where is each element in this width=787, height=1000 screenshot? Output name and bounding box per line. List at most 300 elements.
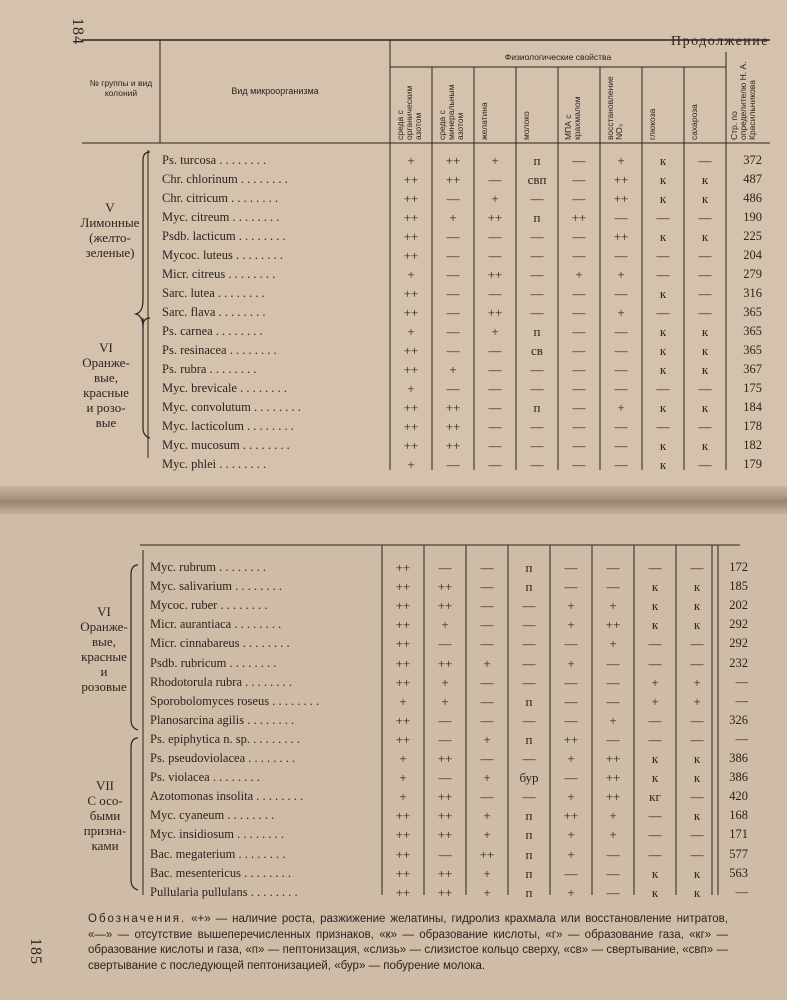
table-cell: п <box>533 153 541 168</box>
table-cell: — <box>690 789 704 805</box>
table-cell: — <box>488 229 502 244</box>
table-cell: — <box>530 438 544 453</box>
table-cell: ++ <box>437 884 453 900</box>
page-ref: 386 <box>729 751 748 765</box>
table-cell: — <box>480 693 494 709</box>
table-cell: — <box>698 305 712 320</box>
table-cell: — <box>648 846 662 862</box>
table-row <box>0 806 787 825</box>
table-cell: к <box>701 400 709 415</box>
table-cell: — <box>530 381 544 396</box>
header-col-6: глюкоза <box>647 108 657 140</box>
table-cell: — <box>572 381 586 396</box>
table-row <box>0 398 787 417</box>
page-ref: 190 <box>743 210 762 224</box>
table-row <box>0 303 787 322</box>
species-name: Sarc. flava . . . . . . . . <box>162 305 266 319</box>
table-cell: — <box>606 846 620 862</box>
page-ref: 225 <box>743 229 762 243</box>
table-row <box>0 749 787 768</box>
table-cell: к <box>659 286 667 301</box>
table-cell: — <box>648 560 662 575</box>
table-cell: — <box>572 172 586 187</box>
page-ref: 577 <box>729 846 748 861</box>
table-cell: ++ <box>613 229 629 244</box>
page-number-bottom: 185 <box>27 938 44 965</box>
leader-dots: . . . . . . . . <box>235 846 286 861</box>
table-cell: бур <box>519 770 539 786</box>
page-ref: 178 <box>743 419 762 433</box>
table-row <box>0 436 787 455</box>
table-cell: — <box>572 286 586 301</box>
table-cell: п <box>525 693 533 709</box>
page-ref: 204 <box>743 248 762 262</box>
table-cell: + <box>617 267 625 282</box>
table-cell: — <box>480 636 494 652</box>
table-cell: ++ <box>395 674 411 690</box>
table-cell: — <box>572 324 586 339</box>
table-cell: — <box>480 751 494 766</box>
table-cell: — <box>522 712 536 728</box>
table-cell: — <box>648 731 662 747</box>
table-cell: — <box>438 636 452 652</box>
species-name: Myc. convolutum . . . . . . . . <box>162 400 301 414</box>
table-cell: — <box>606 674 620 690</box>
table-cell: — <box>530 229 544 244</box>
table-cell: + <box>483 731 491 747</box>
table-cell: ++ <box>403 305 419 320</box>
table-cell: + <box>617 153 625 168</box>
table-cell: к <box>693 751 701 766</box>
table-cell: ++ <box>487 210 503 225</box>
table-cell: — <box>606 884 620 900</box>
table-cell: + <box>651 674 659 690</box>
leader-dots: . . . . . . . . <box>217 598 268 613</box>
table-cell: + <box>567 751 575 766</box>
table-row <box>0 615 787 634</box>
table-cell: ++ <box>445 419 461 434</box>
table-cell: + <box>483 808 491 824</box>
leader-dots: . . . . . . . . <box>209 770 260 785</box>
table-cell: к <box>659 457 667 472</box>
page-ref: 292 <box>729 636 748 651</box>
species-name: Myc. lacticolum . . . . . . . . <box>162 419 294 433</box>
leader-dots: . . . . . . . . <box>234 827 285 842</box>
table-cell: к <box>693 579 701 595</box>
species-name: Rhodotorula rubra . . . . . . . . <box>150 674 292 689</box>
table-cell: ++ <box>395 731 411 747</box>
table-cell: — <box>656 381 670 396</box>
table-cell: + <box>491 191 499 206</box>
species-name: Psdb. rubricum . . . . . . . . <box>150 655 277 670</box>
group-vi-bottom-label: VI Оранже- вые, красные и розовые <box>80 604 128 694</box>
table-cell: ++ <box>395 560 411 575</box>
leader-dots: . . . . . . . . <box>231 617 282 632</box>
table-row <box>0 208 787 227</box>
table-cell: — <box>606 731 620 747</box>
header-col-0: среда с органическим азотом <box>395 85 423 140</box>
table-cell: — <box>522 655 536 671</box>
leader-dots: . . . . . . . . <box>250 731 300 746</box>
table-cell: — <box>446 305 460 320</box>
species-name: Sporobolomyces roseus . . . . . . . . <box>150 693 320 708</box>
table-cell: п <box>525 808 533 824</box>
table-row <box>0 284 787 303</box>
table-row <box>0 845 787 864</box>
table-cell: к <box>693 770 701 786</box>
table-cell: + <box>609 827 617 843</box>
page-ref: 184 <box>743 400 762 414</box>
table-cell: — <box>488 362 502 377</box>
table-cell: — <box>690 712 704 728</box>
table-cell: — <box>530 267 544 282</box>
table-row <box>0 634 787 653</box>
table-cell: ++ <box>403 210 419 225</box>
table-cell: — <box>606 693 620 709</box>
table-cell: — <box>690 731 704 747</box>
table-cell: п <box>525 731 533 747</box>
table-cell: — <box>698 210 712 225</box>
table-cell: п <box>533 400 541 415</box>
leader-dots: . . . . . . . . <box>231 579 282 594</box>
table-cell: — <box>446 267 460 282</box>
table-cell: — <box>530 305 544 320</box>
table-cell: — <box>488 248 502 263</box>
page-ref: — <box>735 674 748 689</box>
table-row <box>0 768 787 787</box>
table-cell: ++ <box>605 751 621 766</box>
table-cell: — <box>614 248 628 263</box>
page-ref: — <box>735 731 748 746</box>
table-cell: к <box>651 770 659 786</box>
table-cell: — <box>522 674 536 690</box>
species-name: Azotomonas insolita . . . . . . . . <box>150 789 304 804</box>
table-row <box>0 455 787 474</box>
table-row <box>0 730 787 749</box>
table-row <box>0 246 787 265</box>
table-cell: — <box>690 846 704 862</box>
table-cell: п <box>525 865 533 881</box>
page-ref: 316 <box>743 286 762 300</box>
page-ref: 292 <box>729 617 748 632</box>
table-cell: — <box>488 172 502 187</box>
table-cell: — <box>606 579 620 595</box>
table-row <box>0 787 787 806</box>
legend-title: Обозначения. <box>88 913 187 925</box>
header-physiological: Физиологические свойства <box>504 52 612 62</box>
table-cell: — <box>698 248 712 263</box>
table-cell: к <box>701 229 709 244</box>
table-cell: ++ <box>613 172 629 187</box>
table-cell: ++ <box>445 400 461 415</box>
table-cell: ++ <box>403 438 419 453</box>
species-name: Chr. citricum . . . . . . . . <box>162 191 278 205</box>
species-name: Pullularia pullulans . . . . . . . . <box>150 884 298 899</box>
species-name: Micr. citreus . . . . . . . . <box>162 267 276 281</box>
header-col-1: среда с минеральным азотом <box>437 84 465 140</box>
table-cell: ++ <box>445 153 461 168</box>
table-cell: + <box>651 693 659 709</box>
table-cell: п <box>525 560 533 575</box>
table-cell: + <box>407 457 415 472</box>
header-col-3: молоко <box>521 111 531 140</box>
group-vii-label: VII С осо- быми призна- ками <box>83 778 127 853</box>
table-cell: — <box>480 579 494 595</box>
page-ref: 365 <box>743 324 762 338</box>
group-vi-top-label: VI Оранже- вые, красные и розо- вые <box>82 340 130 430</box>
table-cell: — <box>564 712 578 728</box>
table-cell: п <box>525 827 533 843</box>
species-name: Ps. rubra . . . . . . . . <box>162 362 257 376</box>
leader-dots: . . . . . . . . <box>215 305 266 319</box>
table-cell: — <box>564 693 578 709</box>
table-cell: + <box>567 846 575 862</box>
table-cell: ++ <box>395 655 411 671</box>
species-name: Myc. salivarium . . . . . . . . <box>150 579 282 594</box>
table-cell: — <box>446 457 460 472</box>
table-cell: — <box>530 191 544 206</box>
table-cell: — <box>530 286 544 301</box>
leader-dots: . . . . . . . . <box>250 400 301 414</box>
table-cell: — <box>480 712 494 728</box>
table-cell: п <box>533 210 541 225</box>
table-cell: — <box>488 457 502 472</box>
table-cell: — <box>438 560 452 575</box>
species-name: Ps. resinacea . . . . . . . . <box>162 343 277 357</box>
table-cell: к <box>659 153 667 168</box>
table-cell: — <box>648 808 662 824</box>
table-cell: ++ <box>605 789 621 805</box>
species-name: Ps. pseudoviolacea . . . . . . . . <box>150 751 296 765</box>
table-row <box>0 265 787 284</box>
leader-dots: . . . . . . . . <box>239 636 290 651</box>
table-cell: — <box>572 229 586 244</box>
table-cell: к <box>701 191 709 206</box>
table-cell: + <box>693 674 701 690</box>
table-cell: ++ <box>605 770 621 786</box>
table-cell: — <box>606 655 620 671</box>
table-cell: ++ <box>437 789 453 805</box>
table-cell: + <box>399 693 407 709</box>
table-cell: — <box>446 324 460 339</box>
leader-dots: . . . . . . . . <box>229 210 280 224</box>
table-cell: ++ <box>487 267 503 282</box>
table-cell: + <box>575 267 583 282</box>
table-cell: — <box>438 731 452 747</box>
species-name: Mycoc. ruber . . . . . . . . <box>150 598 268 613</box>
table-cell: — <box>572 438 586 453</box>
page-ref: 232 <box>729 655 748 670</box>
page-ref: 279 <box>743 267 762 281</box>
leader-dots: . . . . . . . . <box>235 229 286 243</box>
species-name: Psdb. lacticum . . . . . . . . <box>162 229 286 243</box>
table-cell: к <box>659 229 667 244</box>
table-cell: + <box>567 884 575 900</box>
table-cell: — <box>690 827 704 843</box>
table-cell: ++ <box>395 865 411 881</box>
table-cell: к <box>651 598 659 614</box>
table-cell: — <box>564 560 578 575</box>
leader-dots: . . . . . . . . <box>212 324 263 338</box>
page-ref: 563 <box>729 865 748 880</box>
table-cell: к <box>701 172 709 187</box>
table-row <box>0 577 787 596</box>
table-cell: + <box>617 305 625 320</box>
species-name: Myc. rubrum . . . . . . . . <box>150 560 266 574</box>
table-cell: к <box>701 438 709 453</box>
table-cell: ++ <box>437 655 453 671</box>
table-cell: — <box>614 438 628 453</box>
table-cell: — <box>572 457 586 472</box>
leader-dots: . . . . . . . . <box>253 789 304 804</box>
table-cell: — <box>698 153 712 168</box>
table-cell: + <box>567 827 575 843</box>
table-cell: — <box>488 286 502 301</box>
table-cell: — <box>522 789 536 805</box>
page-ref: 386 <box>729 770 748 785</box>
table-cell: — <box>572 191 586 206</box>
table-cell: + <box>399 770 407 786</box>
table-cell: — <box>564 579 578 595</box>
table-cell: — <box>522 617 536 633</box>
table-cell: — <box>530 457 544 472</box>
table-cell: — <box>488 419 502 434</box>
table-cell: — <box>530 419 544 434</box>
table-cell: ++ <box>395 827 411 843</box>
table-cell: к <box>651 865 659 881</box>
leader-dots: . . . . . . . . <box>226 343 277 357</box>
table-cell: — <box>572 362 586 377</box>
table-cell: — <box>446 248 460 263</box>
legend-text: «+» — наличие роста, разжижение желатины, гидролиз крахмала или восстановление нитратов, «—» — отсутствие вышеперечисленных признаков, «к» — образование кислоты, «г» — образование газа, «кг» — образование кислоты и газа, «п» — пептонизация, «слизь» — слизистое кольцо сверху, «св» — свертывание, «свп» — свертывание с последующей пептонизацией, «бур» — побурение молока. <box>88 913 728 972</box>
table-cell: — <box>614 457 628 472</box>
table-cell: ++ <box>403 286 419 301</box>
table-cell: — <box>564 865 578 881</box>
table-cell: к <box>693 884 701 900</box>
table-cell: свп <box>527 172 547 187</box>
table-cell: — <box>488 381 502 396</box>
table-cell: — <box>606 560 620 575</box>
table-cell: ++ <box>571 210 587 225</box>
table-row <box>0 170 787 189</box>
table-row <box>0 596 787 615</box>
table-cell: п <box>525 579 533 595</box>
species-name: Myc. brevicale . . . . . . . . <box>162 381 287 395</box>
table-cell: — <box>438 770 452 786</box>
species-name: Sarc. lutea . . . . . . . . <box>162 286 265 300</box>
table-cell: к <box>659 324 667 339</box>
table-cell: + <box>483 770 491 786</box>
table-cell: ++ <box>479 846 495 862</box>
table-cell: ++ <box>395 712 411 728</box>
table-cell: — <box>698 419 712 434</box>
header-col-5: восстановление NO₃ <box>605 76 624 140</box>
table-cell: + <box>483 827 491 843</box>
table-cell: + <box>567 617 575 633</box>
table-cell: — <box>480 617 494 633</box>
page-ref: 202 <box>729 598 748 613</box>
table-cell: — <box>698 457 712 472</box>
table-cell: + <box>483 865 491 881</box>
page-ref: 182 <box>743 438 762 452</box>
table-cell: — <box>480 598 494 614</box>
leader-dots: . . . . . . . . <box>240 865 291 880</box>
legend <box>88 912 728 974</box>
table-cell: ++ <box>563 808 579 824</box>
table-cell: — <box>522 598 536 614</box>
species-name: Myc. phlei . . . . . . . . <box>162 457 267 471</box>
table-row <box>0 189 787 208</box>
table-cell: — <box>656 248 670 263</box>
table-cell: — <box>648 712 662 728</box>
header-species: Вид микроорганизма <box>231 86 319 96</box>
table-cell: + <box>491 153 499 168</box>
table-cell: ++ <box>445 172 461 187</box>
table-cell: ++ <box>403 343 419 358</box>
species-name: Myc. mucosum . . . . . . . . <box>162 438 290 452</box>
table-cell: — <box>690 560 704 575</box>
page-ref: 365 <box>743 343 762 357</box>
leader-dots: . . . . . . . . <box>216 457 267 471</box>
table-cell: ++ <box>395 884 411 900</box>
leader-dots: . . . . . . . . <box>245 751 296 765</box>
leader-dots: . . . . . . . . <box>232 248 283 262</box>
leader-dots: . . . . . . . . <box>226 655 277 670</box>
species-name: Bac. megaterium . . . . . . . . <box>150 846 286 861</box>
header-col-2: желатина <box>479 102 489 140</box>
table-row <box>0 227 787 246</box>
page-ref: 372 <box>743 153 762 167</box>
table-cell: + <box>441 674 449 690</box>
table-cell: + <box>441 617 449 633</box>
species-name: Ps. carnea . . . . . . . . <box>162 324 263 338</box>
table-cell: + <box>407 381 415 396</box>
table-cell: + <box>399 751 407 766</box>
leader-dots: . . . . . . . . <box>224 808 275 823</box>
table-cell: — <box>656 305 670 320</box>
page-ref: 367 <box>743 362 762 376</box>
table-cell: ++ <box>395 579 411 595</box>
species-name: Mycoc. luteus . . . . . . . . <box>162 248 283 262</box>
table-cell: п <box>525 846 533 862</box>
page-ref: 420 <box>729 789 748 804</box>
table-row <box>0 379 787 398</box>
table-cell: к <box>651 579 659 595</box>
page-ref: 179 <box>743 457 762 471</box>
table-cell: — <box>446 381 460 396</box>
table-cell: — <box>522 636 536 652</box>
table-cell: ++ <box>437 827 453 843</box>
table-cell: + <box>449 362 457 377</box>
leader-dots: . . . . . . . . <box>215 560 266 574</box>
table-cell: + <box>609 808 617 824</box>
leader-dots: . . . . . . . . <box>237 172 288 186</box>
table-cell: п <box>533 324 541 339</box>
table-cell: кг <box>649 789 661 805</box>
table-cell: + <box>617 400 625 415</box>
table-cell: — <box>614 324 628 339</box>
table-cell: к <box>659 400 667 415</box>
table-cell: ++ <box>437 598 453 614</box>
table-cell: ++ <box>437 579 453 595</box>
table-cell: ++ <box>395 846 411 862</box>
leader-dots: . . . . . . . . <box>227 191 278 205</box>
leader-dots: . . . . . . . . <box>239 438 290 452</box>
species-name: Chr. chlorinum . . . . . . . . <box>162 172 288 186</box>
table-cell: — <box>572 248 586 263</box>
table-cell: + <box>693 693 701 709</box>
table-cell: + <box>483 884 491 900</box>
